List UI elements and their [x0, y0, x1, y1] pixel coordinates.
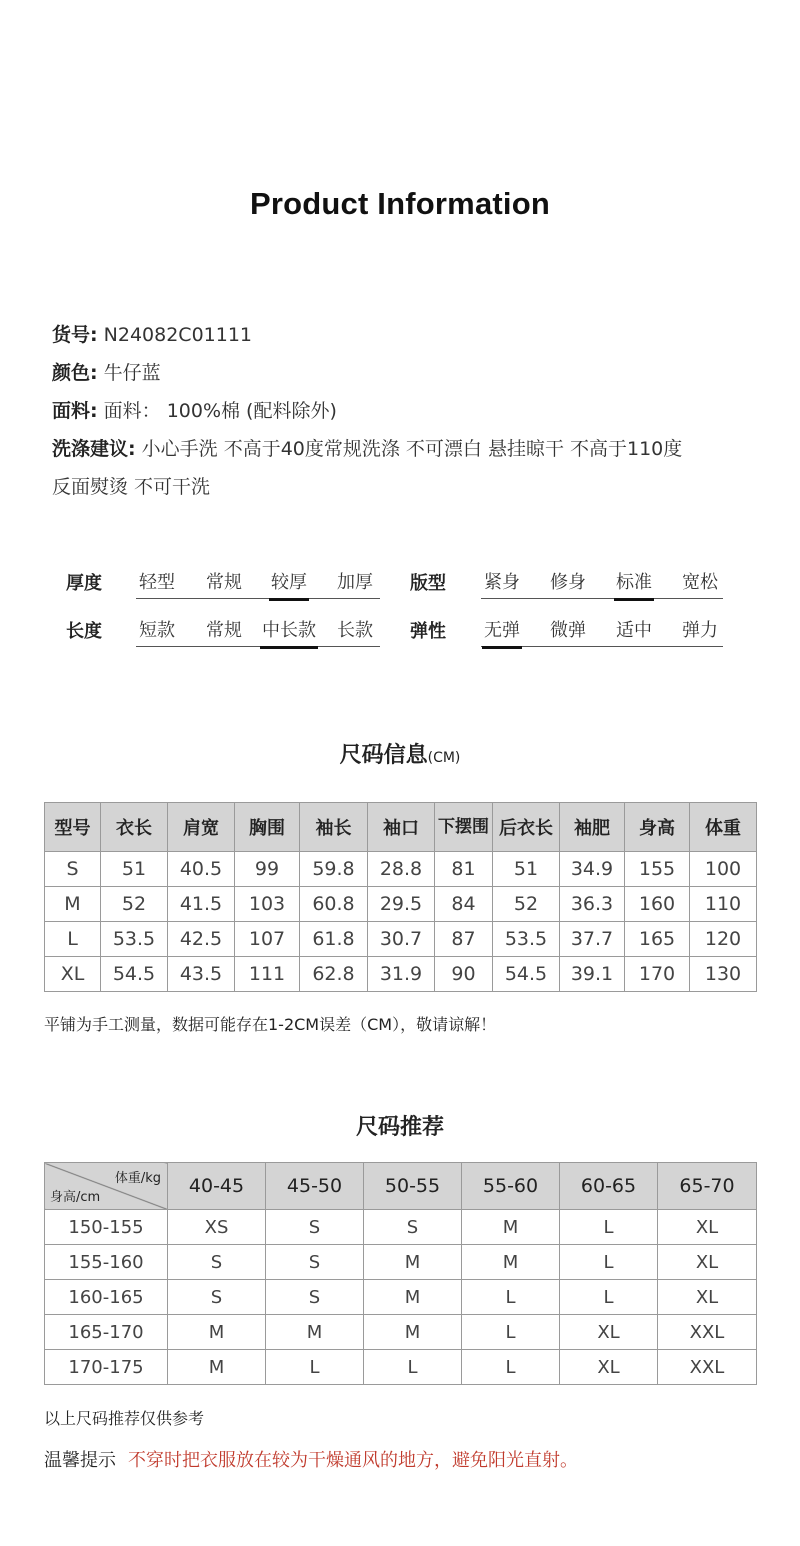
- table-cell: 160: [625, 887, 690, 922]
- size-info-title: [0, 738, 800, 769]
- table-cell: L: [560, 1280, 658, 1315]
- header-cell: 身高: [625, 803, 690, 852]
- color-value: 牛仔蓝: [103, 362, 161, 384]
- color-row: [52, 354, 782, 392]
- height-cell: 160-165: [45, 1280, 168, 1315]
- table-cell: XXL: [658, 1350, 757, 1385]
- thickness-label: 厚度: [66, 573, 102, 594]
- length-option: 长款: [337, 620, 373, 641]
- table-cell: 42.5: [168, 922, 235, 957]
- fit-option: 宽松: [682, 572, 718, 593]
- header-cell: 肩宽: [168, 803, 235, 852]
- tip-label: 温馨提示: [44, 1450, 116, 1471]
- table-cell: L: [45, 922, 101, 957]
- fabric-label: 面料:: [52, 400, 98, 422]
- table-cell: L: [560, 1245, 658, 1280]
- table-cell: 40.5: [168, 852, 235, 887]
- corner-height-label: 身高/cm: [50, 1190, 101, 1205]
- height-cell: 170-175: [45, 1350, 168, 1385]
- fabric-value: 面料： 100%棉 (配料除外): [103, 400, 337, 422]
- length-option-selected: 中长款: [262, 616, 316, 642]
- header-cell: 袖长: [300, 803, 368, 852]
- header-cell: 后衣长: [493, 803, 560, 852]
- thickness-option: 轻型: [139, 572, 175, 593]
- header-cell: 下摆围: [435, 803, 493, 852]
- length-option: 短款: [139, 620, 175, 641]
- rec-table-header: [45, 1163, 757, 1210]
- wash-value-line1: 小心手洗 不高于40度常规洗涤 不可漂白 悬挂晾干 不高于110度: [141, 438, 683, 460]
- elasticity-options: [481, 614, 723, 647]
- table-cell: 60.8: [300, 887, 368, 922]
- wash-value-line2: 反面熨烫 不可干洗: [52, 476, 211, 498]
- table-cell: XL: [658, 1245, 757, 1280]
- header-cell: 胸围: [235, 803, 300, 852]
- table-cell: M: [364, 1315, 462, 1350]
- elasticity-option: 微弹: [550, 620, 586, 641]
- table-cell: 36.3: [560, 887, 625, 922]
- size-rec-note: 以上尺码推荐仅供参考: [44, 1409, 205, 1428]
- table-cell: 53.5: [493, 922, 560, 957]
- table-cell: M: [364, 1245, 462, 1280]
- table-cell: XL: [45, 957, 101, 992]
- corner-weight-label: 体重/kg: [114, 1171, 161, 1186]
- table-cell: 34.9: [560, 852, 625, 887]
- table-cell: XXL: [658, 1315, 757, 1350]
- sku-label: 货号:: [52, 324, 98, 346]
- elasticity-option: 适中: [616, 620, 652, 641]
- header-cell: 袖肥: [560, 803, 625, 852]
- header-cell: 袖口: [368, 803, 435, 852]
- height-cell: 155-160: [45, 1245, 168, 1280]
- table-cell: L: [560, 1210, 658, 1245]
- height-cell: 165-170: [45, 1315, 168, 1350]
- table-cell: 41.5: [168, 887, 235, 922]
- table-row: [45, 1245, 757, 1280]
- size-table: [44, 802, 757, 992]
- page-title: Product Information: [249, 186, 550, 221]
- table-cell: XL: [658, 1210, 757, 1245]
- table-cell: XL: [560, 1350, 658, 1385]
- table-cell: S: [364, 1210, 462, 1245]
- table-cell: XL: [658, 1280, 757, 1315]
- table-cell: S: [266, 1245, 364, 1280]
- elasticity-label: 弹性: [410, 621, 446, 642]
- table-cell: 90: [435, 957, 493, 992]
- table-cell: 37.7: [560, 922, 625, 957]
- table-cell: XS: [168, 1210, 266, 1245]
- weight-header: 50-55: [364, 1163, 462, 1210]
- height-cell: 150-155: [45, 1210, 168, 1245]
- table-cell: 52: [493, 887, 560, 922]
- size-info-unit: (CM): [427, 750, 461, 766]
- table-row: [45, 1280, 757, 1315]
- table-cell: 31.9: [368, 957, 435, 992]
- table-cell: M: [462, 1245, 560, 1280]
- table-cell: S: [45, 852, 101, 887]
- table-cell: 99: [235, 852, 300, 887]
- table-cell: 51: [101, 852, 168, 887]
- table-cell: S: [168, 1280, 266, 1315]
- wash-row-cont: [52, 468, 782, 506]
- table-cell: XL: [560, 1315, 658, 1350]
- table-cell: 59.8: [300, 852, 368, 887]
- table-cell: 28.8: [368, 852, 435, 887]
- elasticity-option-selected: 无弹: [484, 616, 520, 642]
- care-tip: [44, 1446, 578, 1472]
- table-cell: 155: [625, 852, 690, 887]
- table-cell: L: [462, 1280, 560, 1315]
- table-row: [45, 957, 757, 992]
- header-cell: 型号: [45, 803, 101, 852]
- tip-text: 不穿时把衣服放在较为干燥通风的地方，避免阳光直射。: [128, 1450, 578, 1471]
- sku-value: N24082C01111: [103, 324, 253, 346]
- product-info: [52, 316, 782, 506]
- table-cell: 107: [235, 922, 300, 957]
- table-row: [45, 1350, 757, 1385]
- fabric-row: [52, 392, 782, 430]
- table-cell: L: [462, 1350, 560, 1385]
- size-rec-title: 尺码推荐: [355, 1115, 444, 1140]
- weight-header: 55-60: [462, 1163, 560, 1210]
- thickness-option-selected: 较厚: [271, 568, 307, 594]
- table-cell: 120: [690, 922, 757, 957]
- table-cell: 30.7: [368, 922, 435, 957]
- table-cell: 53.5: [101, 922, 168, 957]
- size-table-header: [45, 803, 757, 852]
- thickness-option: 常规: [206, 572, 242, 593]
- length-label: 长度: [66, 621, 102, 642]
- fit-option: 修身: [550, 572, 586, 593]
- thickness-options: [136, 566, 380, 599]
- weight-header: 65-70: [658, 1163, 757, 1210]
- table-cell: L: [462, 1315, 560, 1350]
- fit-option-selected: 标准: [616, 568, 652, 594]
- weight-header: 45-50: [266, 1163, 364, 1210]
- table-cell: 87: [435, 922, 493, 957]
- table-cell: 100: [690, 852, 757, 887]
- table-row: [45, 1315, 757, 1350]
- header-cell: 体重: [690, 803, 757, 852]
- elasticity-option: 弹力: [682, 620, 718, 641]
- table-cell: 43.5: [168, 957, 235, 992]
- table-cell: L: [266, 1350, 364, 1385]
- table-cell: S: [266, 1280, 364, 1315]
- table-cell: M: [168, 1350, 266, 1385]
- color-label: 颜色:: [52, 362, 98, 384]
- wash-label: 洗涤建议:: [52, 438, 136, 460]
- table-cell: M: [266, 1315, 364, 1350]
- weight-header: 40-45: [168, 1163, 266, 1210]
- fit-label: 版型: [410, 573, 446, 594]
- table-cell: 52: [101, 887, 168, 922]
- table-cell: M: [462, 1210, 560, 1245]
- table-cell: 62.8: [300, 957, 368, 992]
- table-cell: 170: [625, 957, 690, 992]
- fit-options: [481, 566, 723, 599]
- header-cell: 衣长: [101, 803, 168, 852]
- table-cell: 54.5: [493, 957, 560, 992]
- table-row: [45, 852, 757, 887]
- wash-row: [52, 430, 782, 468]
- length-options: [136, 614, 380, 647]
- table-cell: 84: [435, 887, 493, 922]
- table-cell: 103: [235, 887, 300, 922]
- length-option: 常规: [206, 620, 242, 641]
- table-cell: 81: [435, 852, 493, 887]
- table-cell: M: [364, 1280, 462, 1315]
- size-note: 平铺为手工测量，数据可能存在1-2CM误差（CM），敬请谅解！: [44, 1015, 497, 1034]
- table-cell: M: [45, 887, 101, 922]
- table-row: [45, 922, 757, 957]
- table-row: [45, 1210, 757, 1245]
- table-cell: 61.8: [300, 922, 368, 957]
- fit-option: 紧身: [484, 572, 520, 593]
- table-cell: M: [168, 1315, 266, 1350]
- table-cell: 39.1: [560, 957, 625, 992]
- size-info-heading: 尺码信息: [339, 743, 428, 768]
- table-cell: 165: [625, 922, 690, 957]
- size-rec-table: [44, 1162, 757, 1385]
- table-cell: S: [168, 1245, 266, 1280]
- table-cell: S: [266, 1210, 364, 1245]
- table-row: [45, 887, 757, 922]
- table-cell: 130: [690, 957, 757, 992]
- table-cell: 111: [235, 957, 300, 992]
- table-cell: 110: [690, 887, 757, 922]
- table-cell: 51: [493, 852, 560, 887]
- table-cell: 54.5: [101, 957, 168, 992]
- weight-header: 60-65: [560, 1163, 658, 1210]
- table-cell: L: [364, 1350, 462, 1385]
- rec-corner-cell: [45, 1163, 168, 1210]
- sku-row: [52, 316, 782, 354]
- table-cell: 29.5: [368, 887, 435, 922]
- thickness-option: 加厚: [337, 572, 373, 593]
